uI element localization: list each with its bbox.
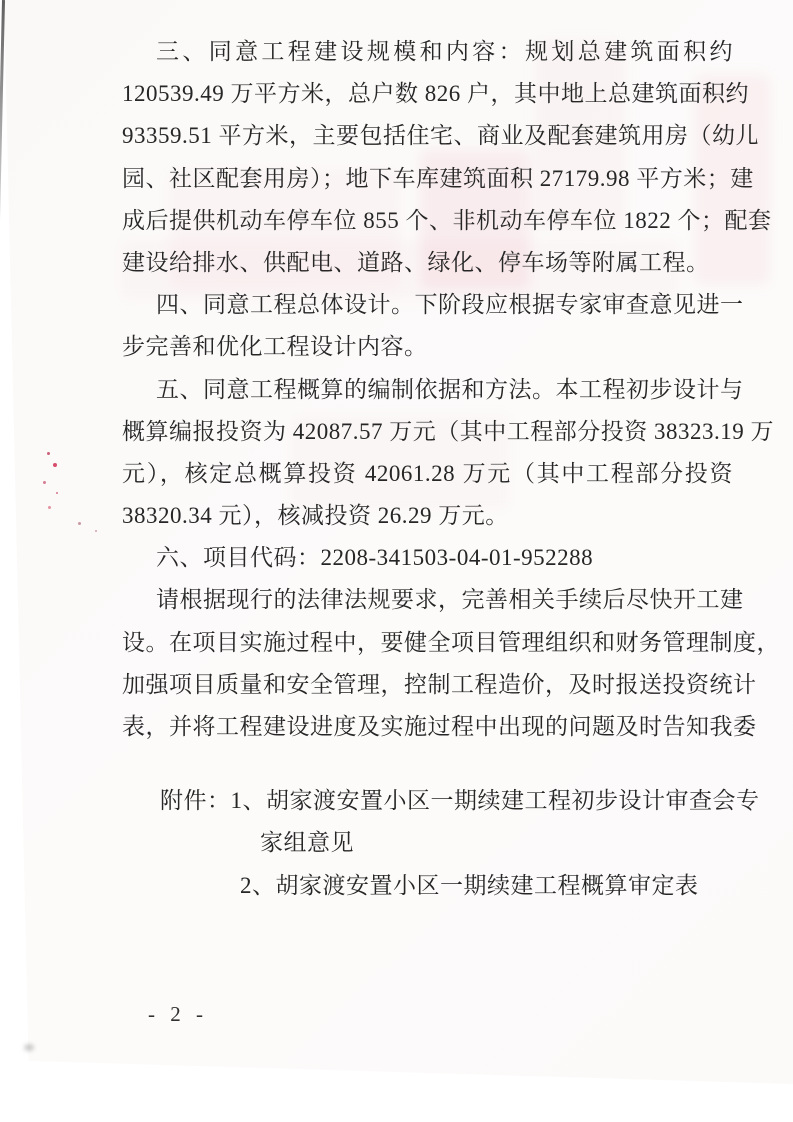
document-line: 三、同意工程建设规模和内容：规划总建筑面积约	[156, 39, 733, 64]
scan-artifact-red-speck	[47, 452, 50, 455]
document-line: 93359.51 平方米，主要包括住宅、商业及配套建筑用房（幼儿	[122, 123, 759, 149]
document-line: 设。在项目实施过程中，要健全项目管理组织和财务管理制度，	[122, 629, 780, 655]
attachment-line: 家组意见	[260, 830, 354, 856]
attachment-line: 2、胡家渡安置小区一期续建工程概算审定表	[240, 872, 699, 898]
document-line: 五、同意工程概算的编制依据和方法。本工程初步设计与	[156, 376, 744, 402]
document-line: 表，并将工程建设进度及实施过程中出现的问题及时告知我委	[122, 714, 757, 739]
scan-artifact-red-speck	[43, 481, 46, 484]
document-line: 120539.49 万平方米，总户数 826 户，其中地上总建筑面积约	[122, 81, 749, 107]
document-line: 步完善和优化工程设计内容。	[122, 334, 428, 360]
document-line: 建设给排水、供配电、道路、绿化、停车场等附属工程。	[122, 249, 710, 275]
document-line: 成后提供机动车停车位 855 个、非机动车停车位 1822 个；配套	[122, 207, 772, 233]
document-line: 38320.34 元），核减投资 26.29 万元。	[122, 503, 509, 529]
scan-artifact-red-speck	[56, 492, 58, 494]
attachment-line: 附件：1、胡家渡安置小区一期续建工程初步设计审查会专	[160, 788, 760, 814]
scan-artifact-red-speck	[48, 506, 51, 509]
scan-artifact-red-speck	[78, 522, 81, 525]
document-line: 加强项目质量和安全管理，控制工程造价，及时报送投资统计	[122, 671, 757, 697]
document-line: 六、项目代码：2208-341503-04-01-952288	[156, 545, 594, 571]
scan-artifact-red-speck	[95, 530, 97, 532]
document-line: 元），核定总概算投资 42061.28 万元（其中工程部分投资	[122, 460, 733, 486]
scan-artifact-red-speck	[53, 463, 57, 467]
attachment-list	[122, 780, 760, 907]
document-line: 园、社区配套用房）；地下车库建筑面积 27179.98 平方米；建	[122, 165, 754, 191]
document-line: 请根据现行的法律法规要求，完善相关手续后尽快开工建	[156, 587, 744, 613]
document-line: 四、同意工程总体设计。下阶段应根据专家审查意见进一	[156, 292, 744, 318]
document-body	[122, 31, 780, 907]
document-line: 概算编报投资为 42087.57 万元（其中工程部分投资 38323.19 万	[122, 418, 774, 444]
page-number: - 2 -	[148, 1002, 208, 1026]
scan-artifact-corner-smudge	[24, 1044, 34, 1051]
